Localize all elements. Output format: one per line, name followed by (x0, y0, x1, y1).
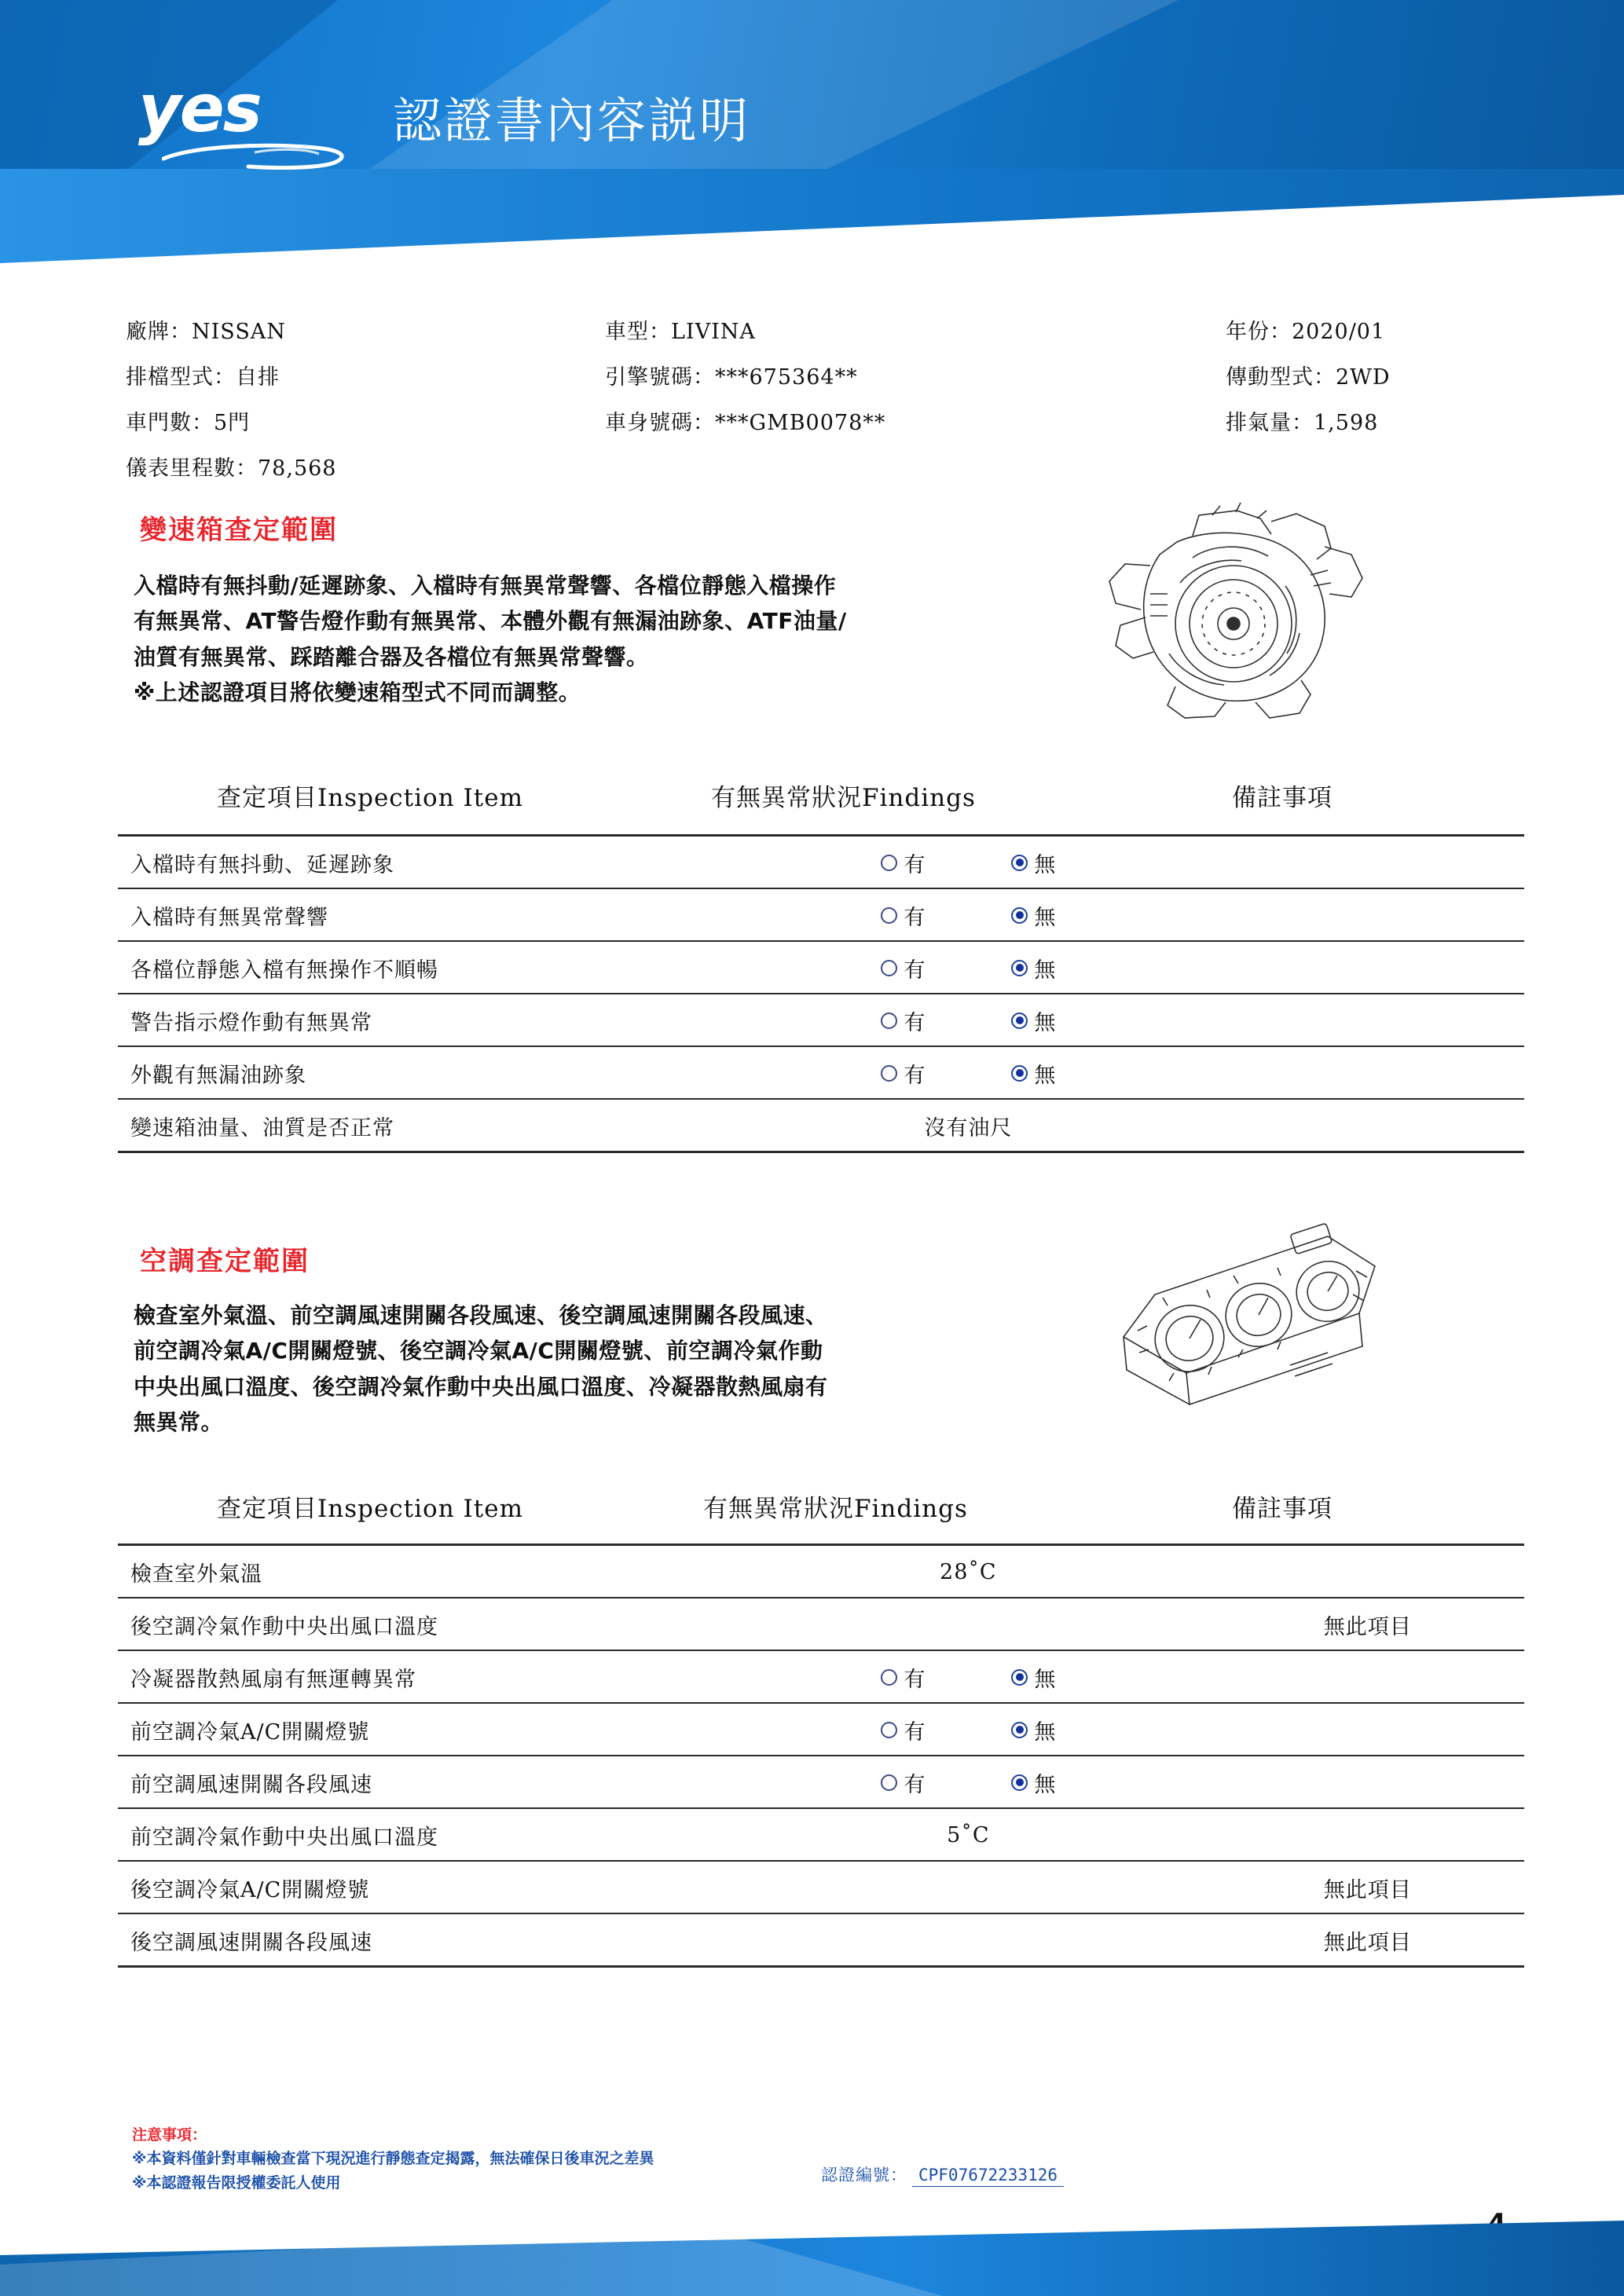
radio-label-no: 無 (1034, 1772, 1056, 1797)
row-item-label: 檢查室外氣溫 (118, 1545, 725, 1598)
row-item-label: 前空調風速開關各段風速 (118, 1756, 725, 1808)
transmission-inspection-table (118, 834, 1524, 1153)
radio-yes[interactable] (881, 1005, 925, 1036)
table-row (118, 941, 1524, 994)
vehicle-engine-number: 引擎號碼：***675364** (605, 365, 858, 390)
row-findings-text: 5˚C (725, 1808, 1211, 1861)
radio-yes[interactable] (881, 900, 925, 931)
row-note: 無此項目 (1212, 1913, 1525, 1967)
row-note (1212, 994, 1524, 1046)
row-item-label: 後空調冷氣作動中央出風口溫度 (118, 1598, 725, 1650)
footer-notes-title: 注意事項： (132, 2126, 207, 2144)
row-findings (725, 836, 1211, 889)
transmission-desc-line1: 入檔時有無抖動/延遲跡象、入檔時有無異常聲響、各檔位靜態入檔操作 (134, 573, 837, 599)
row-note: 無此項目 (1212, 1861, 1525, 1913)
row-item-label: 後空調風速開關各段風速 (118, 1913, 725, 1967)
vehicle-odometer: 儀表里程數：78,568 (126, 456, 337, 481)
vehicle-odometer-value: 78,568 (258, 456, 337, 481)
radio-label-yes: 有 (904, 1063, 926, 1088)
vehicle-drive-type: 傳動型式：2WD (1226, 365, 1391, 390)
vehicle-drive-type-value: 2WD (1336, 365, 1391, 390)
radio-dot-yes[interactable] (881, 1774, 897, 1791)
ac-inspection-table (118, 1543, 1524, 1968)
table-row (118, 1756, 1524, 1808)
radio-dot-yes[interactable] (881, 1013, 897, 1029)
row-item-label: 前空調冷氣作動中央出風口溫度 (118, 1808, 725, 1861)
radio-label-no: 無 (1034, 1063, 1056, 1088)
radio-dot-yes[interactable] (881, 907, 897, 924)
footer-note-1: ※本資料僅針對車輛檢查當下現況進行靜態查定揭露，無法確保日後車況之差異 (132, 2150, 654, 2168)
radio-no[interactable] (1011, 1767, 1055, 1798)
row-findings (725, 1756, 1211, 1808)
row-note: 無此項目 (1212, 1598, 1525, 1650)
row-note (1212, 1046, 1524, 1099)
radio-yes[interactable] (881, 953, 925, 983)
row-note (1212, 1703, 1525, 1756)
row-findings-text (725, 1913, 1211, 1967)
radio-label-yes: 有 (904, 958, 926, 983)
row-item-label: 各檔位靜態入檔有無操作不順暢 (118, 941, 725, 994)
vehicle-engine-number-value: ***675364** (715, 365, 858, 390)
transmission-col-note: 備註事項 (1232, 784, 1333, 812)
row-findings (725, 1650, 1211, 1703)
vehicle-transmission-type: 排檔型式：自排 (126, 365, 280, 390)
transmission-col-item: 查定項目Inspection Item (217, 784, 523, 812)
row-findings (725, 1703, 1211, 1756)
transmission-col-findings: 有無異常狀況Findings (711, 784, 976, 812)
row-item-label: 冷凝器散熱風扇有無運轉異常 (118, 1650, 725, 1703)
radio-label-no: 無 (1034, 852, 1056, 877)
radio-group[interactable] (881, 848, 1055, 878)
radio-no[interactable] (1011, 1005, 1055, 1036)
vehicle-brand: 廠牌：NISSAN (126, 320, 286, 344)
ac-desc-line2: 前空調冷氣A/C開關燈號、後空調冷氣A/C開關燈號、前空調冷氣作動 (134, 1338, 823, 1364)
table-row (118, 836, 1524, 889)
ac-col-item: 查定項目Inspection Item (217, 1495, 523, 1523)
radio-yes[interactable] (881, 1715, 925, 1745)
vehicle-brand-value: NISSAN (192, 320, 286, 344)
ac-control-panel-illustration (1092, 1219, 1406, 1447)
section-description-ac (134, 1298, 1155, 1440)
certificate-number-value: CPF07672233126 (912, 2166, 1064, 2187)
row-note (1212, 1650, 1525, 1703)
vehicle-body-number: 車身號碼：***GMB0078** (605, 411, 886, 435)
table-row (118, 994, 1524, 1046)
page-footer-bar (0, 2210, 1624, 2296)
section-description-transmission (134, 568, 1147, 710)
radio-label-yes: 有 (904, 905, 926, 930)
radio-label-no: 無 (1034, 1719, 1056, 1745)
transmission-desc-line2: 有無異常、AT警告燈作動有無異常、本體外觀有無漏油跡象、ATF油量/ (134, 608, 847, 635)
row-findings-text (725, 1861, 1211, 1913)
row-findings (725, 941, 1211, 994)
radio-dot-yes[interactable] (881, 855, 897, 871)
radio-group[interactable] (881, 1767, 1055, 1798)
radio-dot-yes[interactable] (881, 960, 897, 976)
transmission-desc-line4: ※上述認證項目將依變速箱型式不同而調整。 (134, 679, 581, 706)
logo-swoosh-icon (162, 143, 350, 170)
row-findings-text: 沒有油尺 (725, 1099, 1211, 1152)
row-findings (725, 994, 1211, 1046)
radio-no[interactable] (1011, 1715, 1055, 1745)
ac-col-note: 備註事項 (1232, 1495, 1333, 1523)
page-title: 認證書內容説明 (393, 92, 751, 149)
radio-group[interactable] (881, 1715, 1055, 1745)
transmission-illustration (1075, 500, 1389, 727)
table-row (118, 1598, 1524, 1650)
row-item-label: 變速箱油量、油質是否正常 (118, 1099, 725, 1152)
radio-dot-no[interactable] (1011, 1774, 1028, 1791)
radio-label-yes: 有 (904, 852, 926, 877)
vehicle-year: 年份：2020/01 (1226, 320, 1386, 344)
vehicle-model-value: LIVINA (671, 320, 756, 344)
table-row (118, 1913, 1524, 1967)
radio-group[interactable] (881, 1058, 1055, 1089)
row-note (1212, 1756, 1525, 1808)
row-note (1212, 888, 1524, 941)
ac-col-findings: 有無異常狀況Findings (703, 1495, 968, 1523)
table-row (118, 1703, 1524, 1756)
radio-yes[interactable] (881, 1058, 925, 1089)
radio-dot-no[interactable] (1011, 1669, 1028, 1686)
row-note (1212, 941, 1524, 994)
table-row (118, 1861, 1524, 1913)
table-row (118, 1046, 1524, 1099)
row-note (1212, 836, 1524, 889)
vehicle-door-count: 車門數：5門 (126, 411, 251, 435)
table-row (118, 1545, 1524, 1598)
table-row (118, 888, 1524, 941)
radio-dot-no[interactable] (1011, 1722, 1028, 1738)
section-title-ac: 空調查定範圍 (140, 1246, 310, 1277)
row-item-label: 後空調冷氣A/C開關燈號 (118, 1861, 725, 1913)
yes-logo (138, 70, 374, 162)
row-note (1212, 1099, 1524, 1152)
radio-dot-yes[interactable] (881, 1669, 897, 1686)
radio-no[interactable] (1011, 953, 1055, 983)
row-findings-text (725, 1598, 1211, 1650)
radio-group[interactable] (881, 1005, 1055, 1036)
vehicle-displacement-value: 1,598 (1314, 411, 1379, 435)
row-item-label: 前空調冷氣A/C開關燈號 (118, 1703, 725, 1756)
footer-notes (132, 2123, 654, 2195)
vehicle-door-count-value: 5門 (214, 411, 251, 435)
footer-note-2: ※本認證報告限授權委託人使用 (132, 2174, 341, 2192)
radio-dot-no[interactable] (1011, 1065, 1028, 1082)
radio-label-yes: 有 (904, 1772, 926, 1797)
vehicle-info-row (126, 451, 1509, 482)
radio-label-yes: 有 (904, 1667, 926, 1692)
logo-text: yes (138, 70, 261, 147)
table-row (118, 1650, 1524, 1703)
radio-label-no: 無 (1034, 905, 1056, 930)
row-findings (725, 1046, 1211, 1099)
vehicle-info-block (126, 314, 1509, 496)
section-title-transmission: 變速箱查定範圍 (140, 514, 338, 546)
certificate-number (821, 2162, 1064, 2186)
radio-dot-yes[interactable] (881, 1065, 897, 1082)
radio-group[interactable] (881, 953, 1055, 983)
radio-dot-yes[interactable] (881, 1722, 897, 1738)
vehicle-info-row (126, 314, 1509, 345)
vehicle-transmission-type-value: 自排 (236, 365, 280, 390)
radio-dot-no[interactable] (1011, 960, 1028, 976)
radio-dot-no[interactable] (1011, 855, 1028, 871)
radio-label-yes: 有 (904, 1010, 926, 1035)
radio-label-yes: 有 (904, 1719, 926, 1745)
table-row (118, 1808, 1524, 1861)
radio-label-no: 無 (1034, 1010, 1056, 1035)
row-item-label: 入檔時有無抖動、延遲跡象 (118, 836, 725, 889)
radio-no[interactable] (1011, 848, 1055, 878)
radio-no[interactable] (1011, 900, 1055, 931)
vehicle-info-row (126, 405, 1509, 436)
certificate-number-label: 認證編號： (821, 2166, 907, 2184)
radio-yes[interactable] (881, 848, 925, 878)
radio-label-no: 無 (1034, 1667, 1056, 1692)
radio-label-no: 無 (1034, 958, 1056, 983)
row-findings (725, 888, 1211, 941)
radio-group[interactable] (881, 900, 1055, 931)
row-item-label: 警告指示燈作動有無異常 (118, 994, 725, 1046)
row-note (1212, 1808, 1525, 1861)
radio-no[interactable] (1011, 1662, 1055, 1693)
ac-desc-line1: 檢查室外氣溫、前空調風速開關各段風速、後空調風速開關各段風速、 (134, 1302, 828, 1328)
vehicle-model: 車型：LIVINA (605, 320, 756, 344)
radio-dot-no[interactable] (1011, 1013, 1028, 1029)
radio-group[interactable] (881, 1662, 1055, 1693)
transmission-desc-line3: 油質有無異常、踩踏離合器及各檔位有無異常聲響。 (134, 643, 649, 670)
row-item-label: 外觀有無漏油跡象 (118, 1046, 725, 1099)
vehicle-body-number-value: ***GMB0078** (715, 411, 886, 435)
radio-dot-no[interactable] (1011, 907, 1028, 924)
table-row (118, 1099, 1524, 1152)
row-note (1212, 1545, 1525, 1598)
page-header (0, 0, 1624, 279)
ac-desc-line4: 無異常。 (134, 1409, 224, 1436)
row-findings-text: 28˚C (725, 1545, 1211, 1598)
vehicle-info-row (126, 360, 1509, 390)
radio-yes[interactable] (881, 1662, 925, 1693)
radio-yes[interactable] (881, 1767, 925, 1798)
vehicle-displacement: 排氣量：1,598 (1226, 411, 1379, 435)
row-item-label: 入檔時有無異常聲響 (118, 888, 725, 941)
radio-no[interactable] (1011, 1058, 1055, 1089)
ac-desc-line3: 中央出風口溫度、後空調冷氣作動中央出風口溫度、冷凝器散熱風扇有 (134, 1373, 828, 1400)
vehicle-year-value: 2020/01 (1292, 320, 1386, 344)
